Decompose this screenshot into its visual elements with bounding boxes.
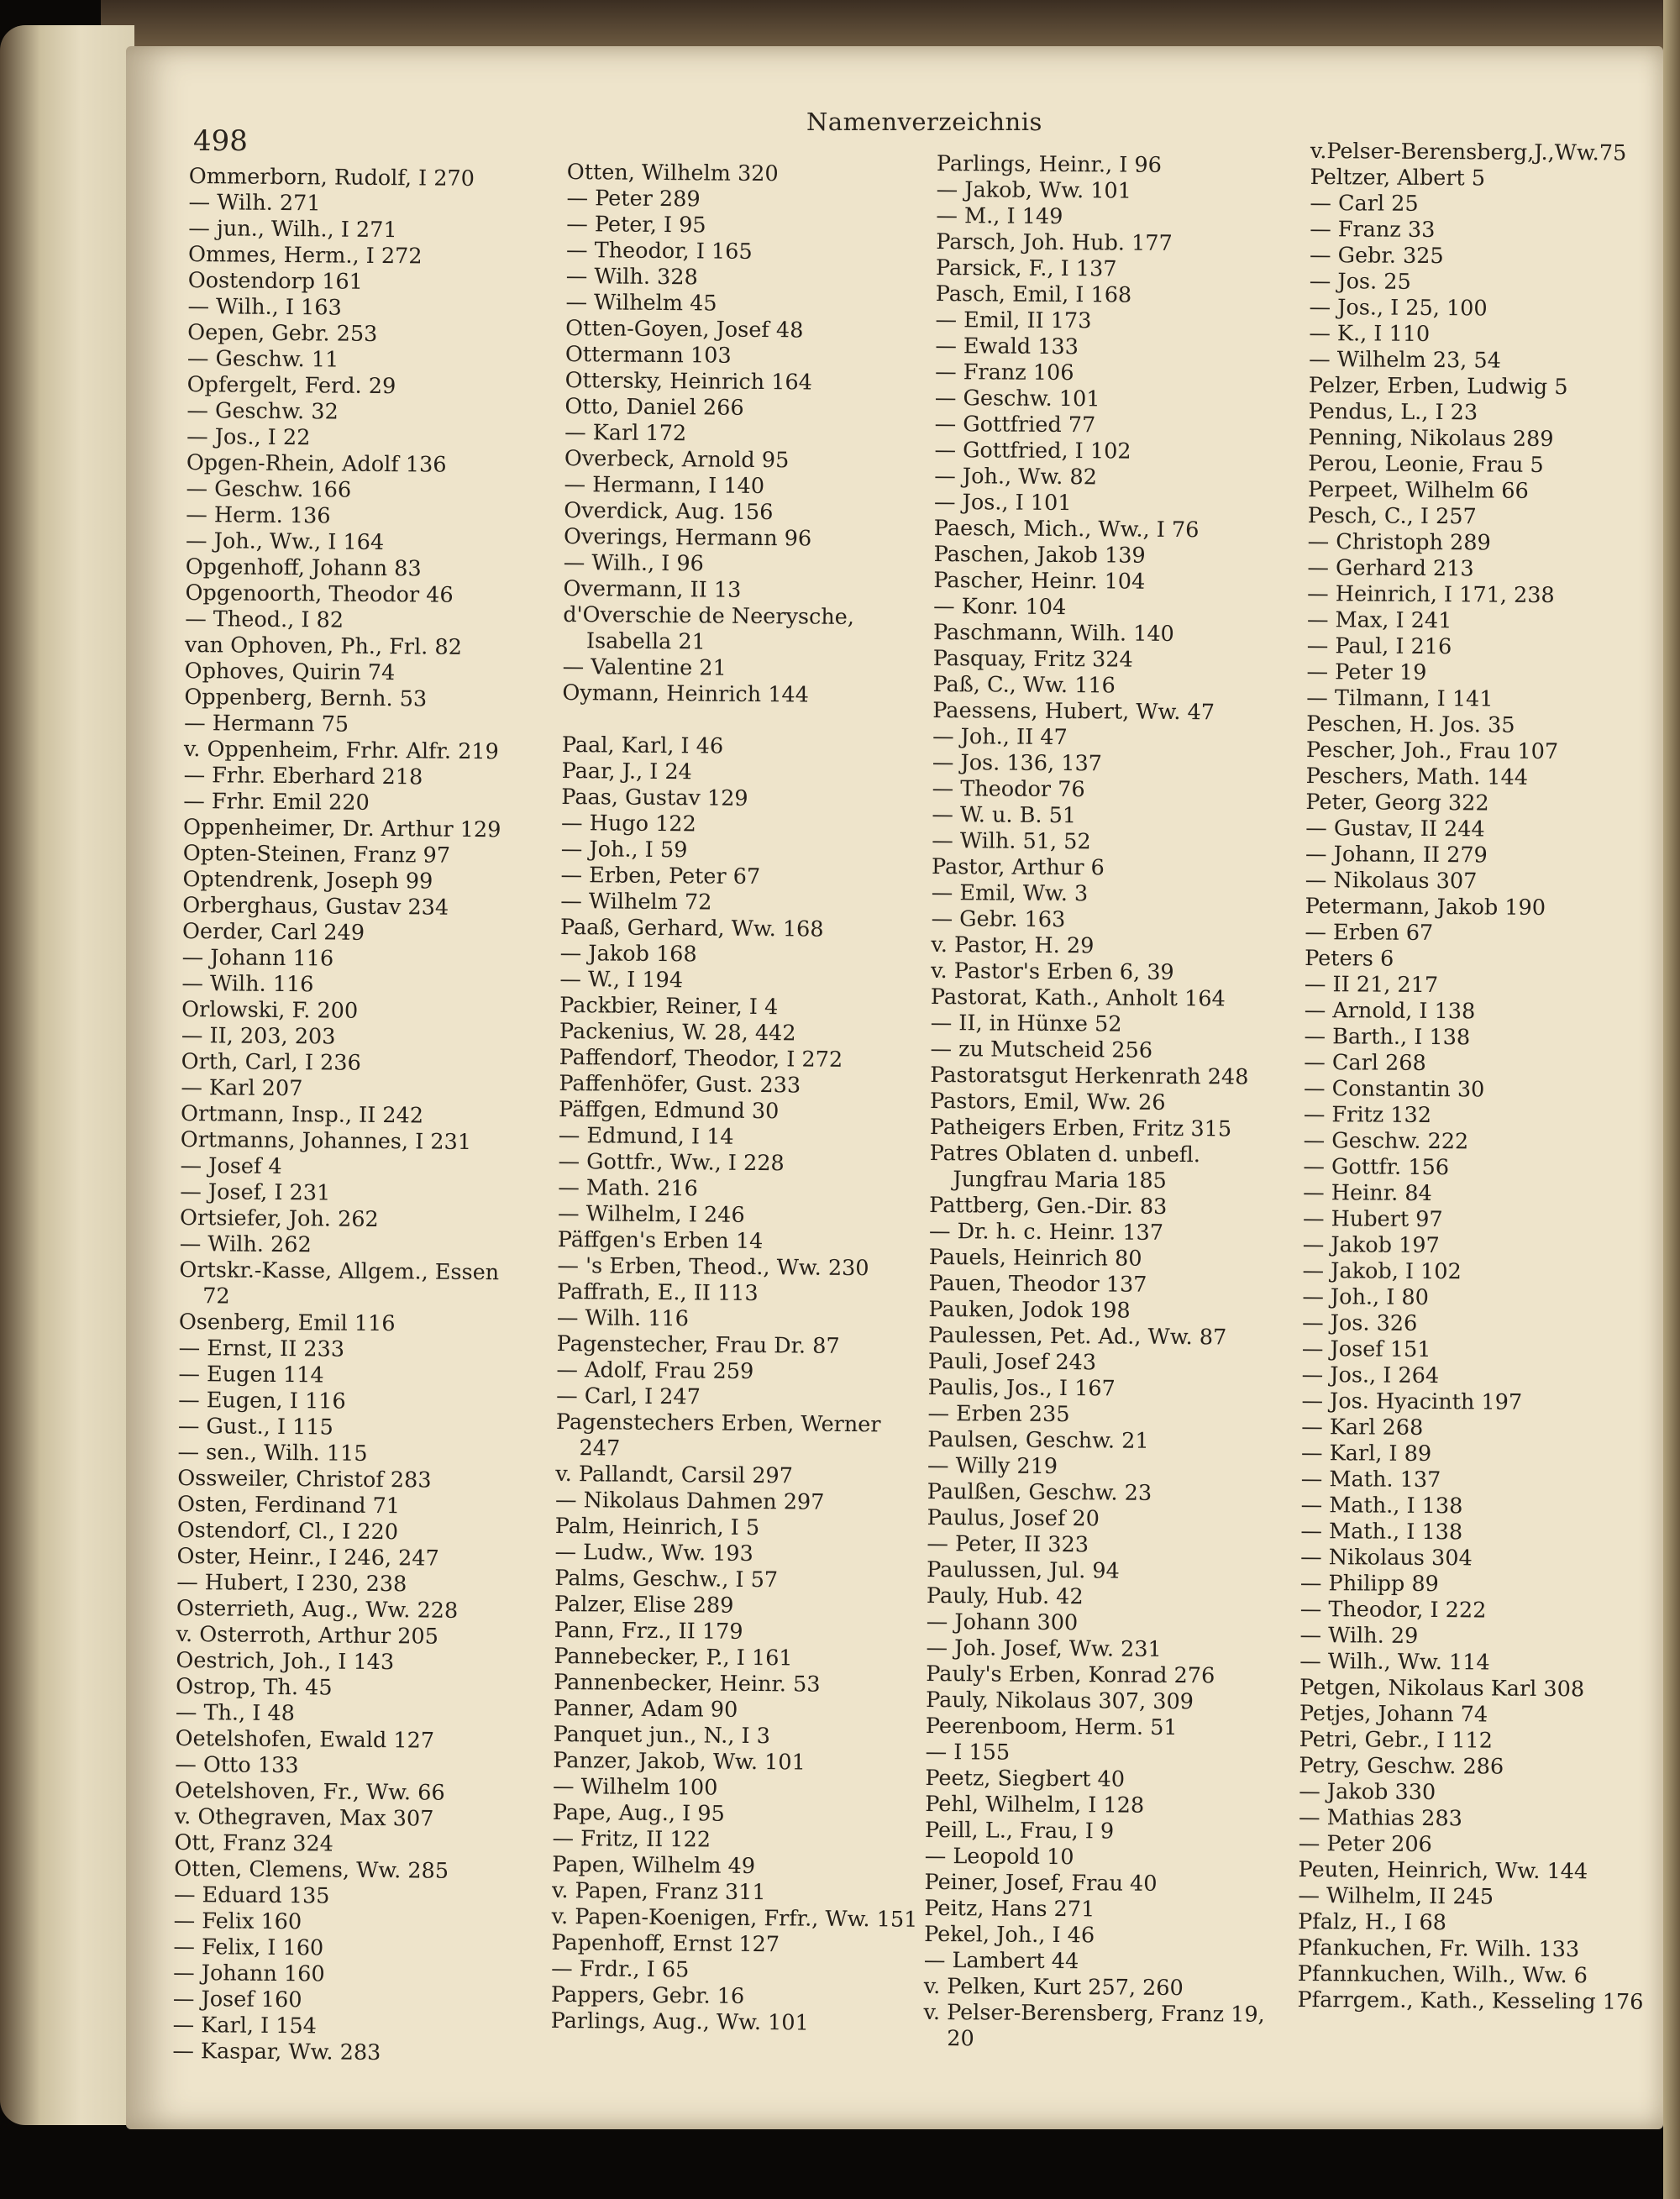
index-entry: — Constantin 30 [1303,1075,1485,1103]
index-entry: Ostendorf, Cl., I 220 [176,1517,399,1546]
index-entry: — Peter 19 [1306,659,1427,685]
index-entry: Pann, Frz., II 179 [554,1617,743,1645]
index-entry: Peetz, Siegbert 40 [925,1765,1126,1792]
index-entry: — Wilh. 328 [565,263,698,291]
index-entry: — Frdr., I 65 [551,1955,690,1983]
index-entry: Palms, Geschw., I 57 [554,1565,779,1593]
index-entry: — Max, I 241 [1306,606,1452,634]
index-entry: v. Pelser-Berensberg, Franz 19, 20 [923,1999,1265,2052]
index-entry: Oetelshoven, Fr., Ww. 66 [174,1777,445,1806]
index-column-4 [1297,139,1663,2016]
index-entry: — Theodor, I 222 [1299,1596,1487,1624]
index-entry: — Wilh. 51, 52 [932,827,1091,855]
index-entry: — Carl 25 [1310,190,1419,217]
index-entry: — Wilh. 116 [181,970,314,998]
index-entry: — Willy 219 [927,1452,1058,1480]
index-entry: v. Oppenheim, Frhr. Alfr. 219 [183,736,499,765]
index-entry: Parlings, Aug., Ww. 101 [550,2007,809,2036]
index-entry: Paß, C., Ww. 116 [932,671,1116,699]
index-entry: Packenius, W. 28, 442 [559,1018,796,1047]
index-entry: Orberghaus, Gustav 234 [182,892,449,921]
index-entry: — Lambert 44 [923,1947,1079,1975]
index-entry: Pape, Aug., I 95 [552,1799,725,1827]
index-entry: Paffrath, E., II 113 [557,1278,759,1307]
index-entry: Peters 6 [1305,945,1394,972]
index-entry: — Math. 137 [1300,1466,1441,1493]
index-entry: — Frhr. Emil 220 [183,788,370,816]
index-entry: Peerenboom, Herm. 51 [925,1713,1178,1741]
index-entry: — Arnold, I 138 [1304,997,1476,1025]
index-entry: Pauly's Erben, Konrad 276 [926,1661,1215,1689]
index-entry: Petjes, Johann 74 [1299,1700,1488,1728]
index-entry: Paulsen, Geschw. 21 [927,1426,1149,1454]
index-entry: — Geschw. 222 [1303,1127,1469,1155]
index-entry: v. Papen-Koenigen, Frfr., Ww. 151 [551,1903,918,1933]
index-entry: Opgenoorth, Theodor 46 [185,580,454,608]
index-entry: — Gust., I 115 [177,1413,333,1441]
index-entry: v. Pallandt, Carsil 297 [555,1461,794,1489]
index-entry: Ottermann 103 [564,341,732,369]
index-entry: Otto, Daniel 266 [564,393,744,421]
index-entry: Otten, Clemens, Ww. 285 [174,1855,449,1884]
index-entry: Paffendorf, Theodor, I 272 [559,1044,843,1073]
index-entry: — Karl, I 154 [172,2012,318,2039]
index-entry: — Jos., I 25, 100 [1309,294,1488,322]
index-entry: — sen., Wilh. 115 [177,1439,368,1467]
index-entry: — Wilh., I 96 [563,549,704,577]
index-entry: Opfergelt, Ferd. 29 [186,371,396,400]
index-entry: — Theodor, I 165 [565,237,753,265]
index-entry: Pescher, Joh., Frau 107 [1305,737,1559,765]
index-entry: Opten-Steinen, Franz 97 [182,840,451,869]
index-entry: Peiner, Josef, Frau 40 [924,1869,1158,1897]
index-entry: Peter, Georg 322 [1305,789,1489,816]
index-entry: — Erben, Peter 67 [560,862,761,890]
index-entry: — Otto 133 [175,1751,299,1779]
index-entry: — II, 203, 203 [181,1022,336,1050]
index-entry: — Wilhelm, I 246 [557,1200,745,1228]
index-entry: Optendrenk, Joseph 99 [182,866,433,895]
index-entry: Panzer, Jakob, Ww. 101 [553,1747,806,1776]
index-entry: Ottersky, Heinrich 164 [564,367,813,396]
index-entry: — 's Erben, Theod., Ww. 230 [557,1252,869,1282]
index-entry: — jun., Wilh., I 271 [188,215,397,244]
index-entry: Oepen, Gebr. 253 [187,319,378,347]
index-entry: Perou, Leonie, Frau 5 [1308,450,1544,478]
index-entry: — Wilh. 262 [179,1231,312,1258]
index-column-3 [923,151,1306,2055]
index-entry: Peltzer, Albert 5 [1310,164,1486,192]
index-entry: Pauly, Nikolaus 307, 309 [926,1687,1194,1715]
index-entry: Pastorat, Kath., Anholt 164 [930,984,1226,1012]
index-entry: — Ernst, II 233 [178,1335,345,1362]
index-entry: — Johann 300 [926,1609,1079,1636]
index-entry: — Paul, I 216 [1306,632,1452,660]
index-entry: — Karl 207 [181,1074,303,1102]
index-entry: — Jos. 136, 137 [932,749,1103,777]
index-entry: — Eugen 114 [178,1361,324,1388]
index-entry: Pannenbecker, Heinr. 53 [554,1669,821,1698]
index-entry: — Emil, II 173 [935,307,1092,334]
index-entry: Peill, L., Frau, I 9 [924,1817,1115,1845]
index-entry: Ortskr.-Kasse, Allgem., Essen 72 [179,1257,500,1309]
index-entry: Pastors, Emil, Ww. 26 [929,1088,1166,1115]
index-entry: — M., I 149 [936,202,1063,230]
index-entry: Ossweiler, Christof 283 [177,1465,432,1493]
index-entry: — Peter 289 [566,185,701,213]
index-entry: Pauen, Theodor 137 [928,1270,1147,1298]
book-page-stack [0,25,134,2125]
index-entry: d'Overschie de Neerysche, Isabella 21 [563,601,855,655]
index-entry: Paas, Gustav 129 [561,784,748,811]
index-entry: — Johann 116 [181,944,334,972]
index-entry: Petri, Gebr., I 112 [1299,1726,1494,1754]
index-entry: — Hubert, I 230, 238 [176,1569,407,1598]
index-entry: Ortmann, Insp., II 242 [180,1100,424,1129]
index-entry: — Th., I 48 [175,1699,296,1727]
index-entry: Penning, Nikolaus 289 [1308,424,1554,453]
index-entry: — Erben 67 [1305,919,1434,947]
index-entry: Patres Oblaten d. unbefl. Jungfrau Maria 185 [929,1140,1201,1194]
index-entry: — Wilh. 271 [188,189,321,217]
book-right-edge [1663,0,1680,2199]
index-entry: Päffgen, Edmund 30 [558,1096,780,1125]
index-entry: — Wilh., I 163 [187,293,342,321]
index-entry: — Josef, I 231 [180,1178,331,1206]
index-entry: Ostrop, Th. 45 [176,1673,333,1701]
index-entry: Paulus, Josef 20 [927,1504,1100,1532]
index-entry: Ophoves, Quirin 74 [184,658,396,686]
index-entry: — Gottfried, I 102 [934,437,1131,464]
index-entry: — Jos., I 22 [186,423,311,451]
index-entry: Pauly, Hub. 42 [926,1582,1084,1610]
index-entry: — Wilhelm 72 [560,888,712,916]
index-entry: Ott, Franz 324 [174,1829,334,1857]
index-entry: v. Othegraven, Max 307 [174,1803,434,1832]
index-entry: Petgen, Nikolaus Karl 308 [1299,1674,1585,1703]
index-entry: Oymann, Heinrich 144 [562,680,810,708]
index-entry: Overmann, II 13 [563,575,742,603]
index-entry: Palm, Heinrich, I 5 [554,1513,760,1541]
index-entry: — Jakob 168 [559,940,697,968]
index-entry: — Hermann 75 [184,710,349,737]
index-entry: — Joh. Josef, Ww. 231 [926,1635,1162,1662]
index-entry: — Hugo 122 [560,810,696,837]
index-entry: — Josef 151 [1301,1336,1431,1363]
index-entry: — Eduard 135 [173,1881,330,1909]
index-entry: Panquet jun., N., I 3 [553,1721,771,1750]
index-entry: Ortmanns, Johannes, I 231 [180,1126,472,1155]
index-entry: — Jos. Hyacinth 197 [1301,1388,1523,1415]
index-entry: Pendus, L., I 23 [1308,398,1478,426]
index-entry: — Gebr. 163 [931,905,1066,933]
index-entry: — Wilhelm 23, 54 [1309,346,1502,374]
index-entry: — zu Mutscheid 256 [930,1036,1153,1063]
index-entry: — Karl 268 [1301,1414,1424,1441]
index-entry: Paulis, Jos., I 167 [927,1374,1116,1402]
index-entry: Petermann, Jakob 190 [1305,893,1546,921]
index-entry: Orlowski, F. 200 [181,996,359,1024]
index-entry: — Jakob 330 [1299,1778,1436,1806]
index-entry: — Frhr. Eberhard 218 [183,762,423,790]
index-entry: — Ludw., Ww. 193 [554,1539,753,1567]
index-entry: Pasch, Emil, I 168 [935,281,1132,308]
index-entry: — Joh., I 59 [560,836,688,863]
index-entry: — Adolf, Frau 259 [556,1357,754,1384]
index-entry: Oppenberg, Bernh. 53 [184,684,428,712]
index-entry: Peitz, Hans 271 [924,1895,1095,1923]
index-entry: Pannebecker, P., I 161 [554,1643,793,1672]
index-entry: Pfannkuchen, Wilh., Ww. 6 [1297,1960,1588,1989]
index-entry: Pelzer, Erben, Ludwig 5 [1308,372,1568,401]
index-entry: Peschers, Math. 144 [1305,763,1529,790]
index-entry: Osten, Ferdinand 71 [176,1491,401,1519]
index-entry: — Geschw. 101 [934,385,1100,412]
index-entry: — Fritz, II 122 [552,1825,711,1853]
index-entry: — Valentine 21 [562,653,727,681]
index-entry: Pappers, Gebr. 16 [550,1981,745,2009]
index-entry: v. Pastor's Erben 6, 39 [931,958,1174,985]
index-entry: — Emil, Ww. 3 [931,879,1089,907]
index-entry: — Mathias 283 [1298,1804,1462,1832]
index-entry: Ommerborn, Rudolf, I 270 [188,164,475,192]
index-entry: Oostendorp 161 [187,267,363,295]
index-entry: — Math., I 138 [1300,1492,1463,1519]
index-entry: Parsick, F., I 137 [935,255,1117,282]
index-entry: Orth, Carl, I 236 [181,1048,361,1076]
index-entry: Paulussen, Jul. 94 [927,1556,1120,1584]
index-entry: Panner, Adam 90 [553,1695,738,1723]
index-entry: — Erben 235 [927,1400,1070,1428]
index-entry: — Carl 268 [1304,1049,1426,1076]
index-entry: — Joh., Ww. 82 [934,463,1097,491]
index-entry: — Geschw. 11 [186,345,339,373]
index-entry: v. Osterroth, Arthur 205 [176,1621,439,1650]
index-entry: v.Pelser-Berensberg,J.,Ww.75 [1310,139,1627,166]
index-entry: — Jos., I 264 [1301,1362,1440,1389]
index-entry: Peschen, H. Jos. 35 [1306,711,1515,738]
index-entry: Pagenstecher, Frau Dr. 87 [556,1330,840,1359]
index-entry: — Franz 106 [935,359,1074,386]
index-entry: Pastor, Arthur 6 [931,853,1105,881]
index-entry: — Ewald 133 [935,333,1079,360]
index-entry: — Math. 216 [558,1174,698,1202]
index-entry: — Johann 160 [173,1960,325,1987]
index-entry: — Jakob, I 102 [1302,1257,1462,1285]
index-entry: Pagenstechers Erben, Werner 247 [555,1409,881,1462]
index-entry: Paschen, Jakob 139 [933,541,1146,569]
index-entry: Oster, Heinr., I 246, 247 [176,1543,439,1572]
index-entry: — Joh., II 47 [932,723,1068,751]
index-entry: Paessens, Hubert, Ww. 47 [932,697,1215,726]
index-entry: Parlings, Heinr., I 96 [936,151,1162,178]
index-entry: — Edmund, I 14 [558,1122,734,1150]
index-entry: Overbeck, Arnold 95 [564,445,790,474]
index-entry: Pfankuchen, Fr. Wilh. 133 [1297,1934,1580,1963]
index-entry: Perpeet, Wilhelm 66 [1307,476,1529,504]
index-entry: Pauli, Josef 243 [927,1348,1097,1376]
index-entry: Overings, Hermann 96 [563,523,812,552]
index-entry: — Felix, I 160 [173,1934,324,1961]
index-entry: Otten-Goyen, Josef 48 [565,315,804,344]
index-entry: — Hubert 97 [1302,1205,1443,1233]
index-entry: — Josef 4 [180,1152,282,1180]
index-entry: — W., I 194 [559,966,684,994]
index-entry: v. Pastor, H. 29 [931,932,1095,959]
index-entry: — Wilh. 116 [556,1304,690,1332]
index-entry: — Wilh. 29 [1299,1622,1419,1649]
index-entry: Pfarrgem., Kath., Kesseling 176 [1297,1986,1644,2015]
index-entry: Pauels, Heinrich 80 [928,1244,1142,1272]
index-entry: — Peter, II 323 [927,1530,1089,1558]
index-entry: — Tilmann, I 141 [1306,685,1494,712]
index-entry: Paffenhöfer, Gust. 233 [559,1070,801,1099]
index-entry: Petry, Geschw. 286 [1299,1752,1504,1780]
index-entry: Oppenheimer, Dr. Arthur 129 [182,814,501,843]
index-entry: — Gottfr. 156 [1303,1153,1450,1181]
index-entry: Overdick, Aug. 156 [564,497,774,526]
index-entry: — Theod., I 82 [185,606,344,633]
index-entry: Oetelshofen, Ewald 127 [175,1725,435,1754]
index-entry: — Konr. 104 [933,593,1067,621]
index-entry: — Jakob, Ww. 101 [936,176,1132,204]
index-entry: Paulessen, Pet. Ad., Ww. 87 [928,1322,1227,1351]
index-entry: — Heinr. 84 [1303,1179,1432,1207]
index-entry: Pastoratsgut Herkenrath 248 [930,1062,1249,1090]
index-column-1 [172,164,542,2068]
index-entry: — Christoph 289 [1307,528,1491,556]
index-entry: Pasquay, Fritz 324 [932,645,1133,673]
index-entry: Pauken, Jodok 198 [928,1296,1131,1324]
index-entry: Osterrieth, Aug., Ww. 228 [176,1595,459,1624]
index-entry: Opgenhoff, Johann 83 [185,554,422,582]
index-entry: — Wilhelm 100 [552,1773,718,1801]
index-entry: Paar, J., I 24 [561,758,692,785]
index-entry: Patheigers Erben, Fritz 315 [929,1114,1232,1142]
index-entry: — Dr. h. c. Heinr. 137 [928,1218,1164,1246]
index-entry: Pfalz, H., I 68 [1298,1908,1447,1936]
index-entry: Pekel, Joh., I 46 [924,1921,1095,1949]
index-entry: — Karl, I 89 [1300,1440,1432,1467]
index-entry: — Gottfr., Ww., I 228 [558,1148,785,1177]
index-entry: — Jos., I 101 [933,489,1072,517]
section-gap [562,706,932,736]
index-entry: — I 155 [925,1739,1011,1766]
index-entry: — Joh., Ww., I 164 [185,527,385,556]
index-entry: Palzer, Elise 289 [554,1591,734,1619]
index-entry: Paesch, Mich., Ww., I 76 [933,515,1200,543]
index-entry: — Felix 160 [173,1908,302,1935]
index-entry: Paal, Karl, I 46 [561,732,724,759]
index-entry: — Jos. 25 [1309,268,1411,295]
index-entry: — Gebr. 325 [1309,242,1444,270]
index-entry: — Wilhelm 45 [565,289,717,317]
index-entry: Packbier, Reiner, I 4 [559,992,779,1021]
index-entry: Ommes, Herm., I 272 [187,241,423,270]
index-entry: Pehl, Wilhelm, I 128 [925,1791,1145,1819]
index-entry: — Fritz 132 [1303,1101,1432,1129]
index-entry: Opgen-Rhein, Adolf 136 [186,449,447,478]
index-entry: — II 21, 217 [1304,971,1439,999]
index-entry: — Peter 206 [1298,1830,1432,1858]
index-entry: Parsch, Joh. Hub. 177 [936,228,1173,256]
index-entry: Paschmann, Wilh. 140 [932,619,1174,647]
index-entry: — Eugen, I 116 [178,1387,346,1414]
index-entry: v. Pelken, Kurt 257, 260 [923,1973,1184,2002]
index-entry: — Nikolaus 304 [1300,1544,1473,1572]
index-entry: — Josef 160 [172,1986,302,2013]
index-entry: — Math., I 138 [1300,1518,1463,1546]
index-entry: Pesch, C., I 257 [1307,502,1477,530]
index-entry: Ortsiefer, Joh. 262 [179,1204,379,1233]
running-head: Namenverzeichnis [806,108,1042,136]
index-entry: — Karl 172 [564,419,687,447]
index-entry: — Leopold 10 [924,1843,1074,1871]
index-entry: — Wilhelm, II 245 [1298,1882,1494,1910]
index-entry: — Geschw. 166 [186,475,352,503]
index-entry: — Heinrich, I 171, 238 [1307,580,1555,609]
index-entry: Oerder, Carl 249 [181,918,365,946]
index-entry: — Theodor 76 [932,775,1085,803]
index-entry: — Franz 33 [1310,216,1436,244]
index-entry: Oestrich, Joh., I 143 [176,1647,395,1676]
index-entry: — Joh., I 80 [1302,1283,1430,1311]
index-entry: — Gerhard 213 [1307,554,1474,582]
index-entry: — Barth., I 138 [1304,1023,1471,1051]
index-entry: — Geschw. 32 [186,397,339,425]
index-entry: — Hermann, I 140 [564,471,765,500]
index-entry: — Wilh., Ww. 114 [1299,1648,1490,1676]
index-entry: — Kaspar, Ww. 283 [172,2038,381,2066]
index-entry: — Philipp 89 [1299,1570,1439,1598]
index-entry: — Nikolaus 307 [1305,867,1478,895]
book-top-edge [101,0,1663,50]
index-entry: Päffgen's Erben 14 [557,1226,764,1255]
index-entry: Peuten, Heinrich, Ww. 144 [1298,1856,1588,1885]
index-entry: — Carl, I 247 [556,1383,701,1410]
index-entry: — Peter, I 95 [566,211,706,239]
index-entry: Paulßen, Geschw. 23 [927,1478,1152,1506]
index-entry: — II, in Hünxe 52 [930,1010,1122,1037]
page-number: 498 [193,124,248,158]
index-entry: — Jakob 197 [1302,1231,1440,1259]
index-entry: — Jos. 326 [1302,1309,1418,1336]
index-entry: Paaß, Gerhard, Ww. 168 [559,914,824,942]
index-entry: Pattberg, Gen.-Dir. 83 [929,1192,1168,1220]
index-entry: — Gottfried 77 [934,411,1096,438]
index-entry: v. Papen, Franz 311 [551,1877,766,1906]
index-entry: — K., I 110 [1309,320,1431,347]
index-entry: Osenberg, Emil 116 [178,1309,396,1337]
index-entry: — Nikolaus Dahmen 297 [554,1487,825,1515]
index-entry: van Ophoven, Ph., Frl. 82 [184,632,462,660]
index-entry: Otten, Wilhelm 320 [566,160,779,187]
index-entry: Papenhoff, Ernst 127 [551,1929,780,1958]
index-entry: Papen, Wilhelm 49 [552,1851,756,1880]
index-entry: — Johann, II 279 [1305,841,1488,869]
index-entry: Pascher, Heinr. 104 [933,567,1146,595]
index-entry: — Herm. 136 [186,501,331,529]
index-entry: — W. u. B. 51 [932,801,1077,829]
index-entry: — Gustav, II 244 [1305,815,1485,842]
index-column-2 [551,160,937,2038]
